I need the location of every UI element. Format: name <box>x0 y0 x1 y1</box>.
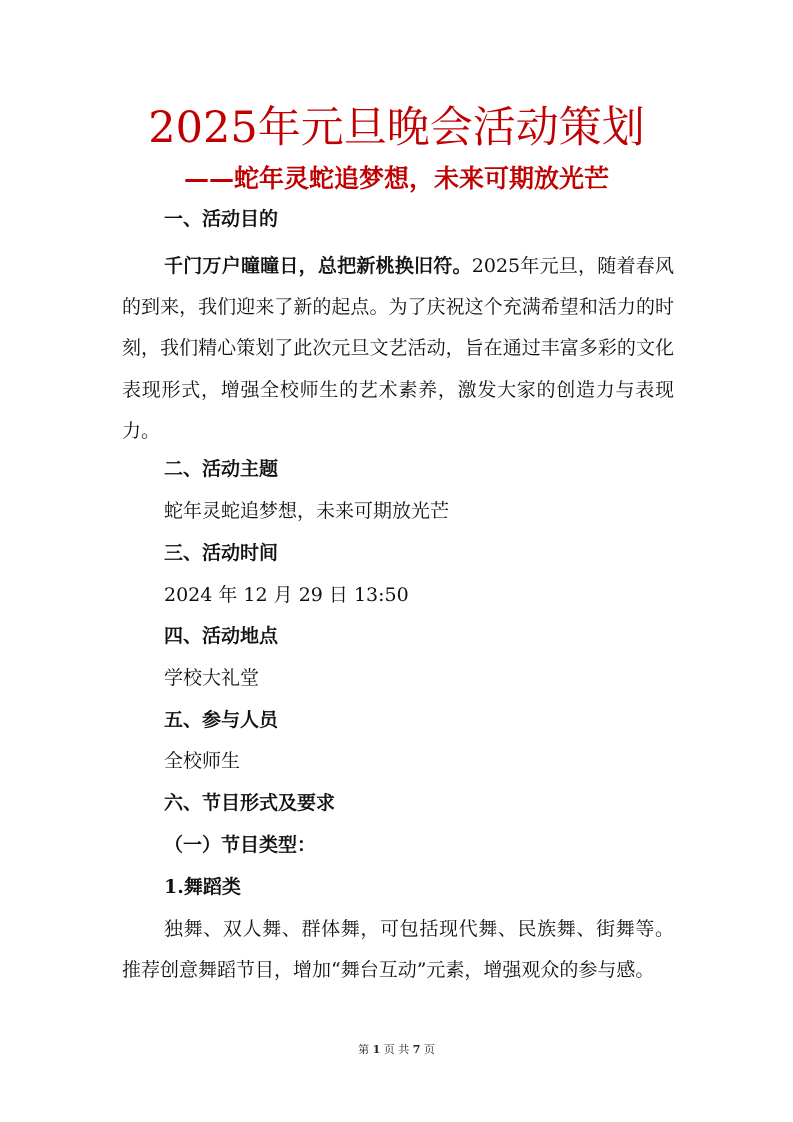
program-item-paragraph: 独舞、双人舞、群体舞，可包括现代舞、民族舞、街舞等。推荐创意舞蹈节目，增加“舞台互动”元素，增强观众的参与感。 <box>122 918 674 982</box>
footer-suffix: 页 <box>423 1043 435 1056</box>
document-title: 2025年元旦晚会活动策划 <box>148 103 645 153</box>
section-heading-place: 四、活动地点 <box>164 625 279 647</box>
place-text: 学校大礼堂 <box>164 667 260 689</box>
footer-total-pages: 7 <box>412 1043 421 1056</box>
purpose-lead-text: 千门万户曈曈日，总把新桃换旧符。 <box>164 255 472 277</box>
page-footer <box>0 1043 793 1057</box>
section-heading-time: 三、活动时间 <box>164 542 279 564</box>
section-heading-theme: 二、活动主题 <box>164 458 279 480</box>
footer-page-number: 1 <box>372 1043 381 1056</box>
purpose-body-text: 2025年元旦，随着春风的到来，我们迎来了新的起点。为了庆祝这个充满希望和活力的时刻，我们精心策划了此次元旦文艺活动，旨在通过丰富多彩的文化表现形式，增强全校师生的艺术素养，激发大家的创造力与表现力。 <box>122 255 674 442</box>
participants-text: 全校师生 <box>164 750 241 772</box>
footer-middle: 页 共 <box>383 1043 410 1056</box>
section-heading-participants: 五、参与人员 <box>164 709 279 731</box>
section-heading-program: 六、节目形式及要求 <box>164 792 336 814</box>
theme-text: 蛇年灵蛇追梦想，未来可期放光芒 <box>164 500 450 522</box>
program-item-heading: 1.舞蹈类 <box>164 876 241 898</box>
section-heading-purpose: 一、活动目的 <box>164 208 279 230</box>
program-sub-heading: （一）节目类型： <box>164 834 317 856</box>
document-subtitle: ——蛇年灵蛇追梦想，未来可期放光芒 <box>183 164 609 193</box>
purpose-paragraph <box>122 246 674 452</box>
time-text: 2024 年 12 月 29 日 13:50 <box>164 584 409 606</box>
footer-prefix: 第 <box>358 1043 370 1056</box>
